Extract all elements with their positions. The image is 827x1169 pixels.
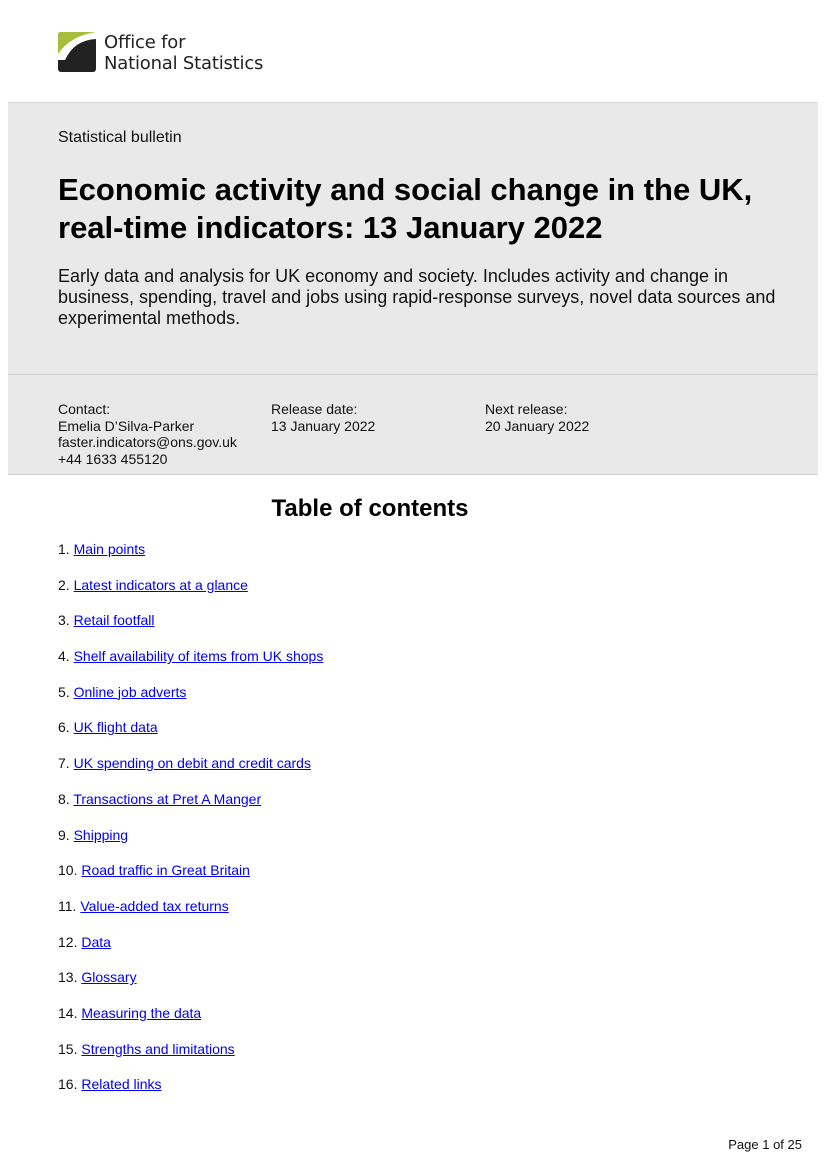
toc-item-number: 8. <box>58 790 70 807</box>
release-date-label: Release date: <box>271 401 358 417</box>
toc-link-vat-returns[interactable]: Value-added tax returns <box>80 897 229 914</box>
toc-item <box>58 1004 323 1040</box>
toc-item <box>58 754 323 790</box>
toc-item <box>58 540 323 576</box>
toc-item-number: 13. <box>58 969 78 986</box>
toc-link-shipping[interactable]: Shipping <box>73 826 129 843</box>
toc-item <box>58 790 323 826</box>
contact-label: Contact: <box>58 401 111 417</box>
toc-item <box>58 683 323 719</box>
toc-link-pret-transactions[interactable]: Transactions at Pret A Manger <box>73 790 262 807</box>
next-release-info <box>485 401 589 434</box>
toc-item-number: 4. <box>58 648 70 665</box>
toc-item <box>58 1075 323 1111</box>
toc-item-number: 16. <box>58 1076 78 1093</box>
toc-item-number: 6. <box>58 719 70 736</box>
toc-link-related-links[interactable]: Related links <box>81 1076 162 1093</box>
toc-item-number: 15. <box>58 1040 78 1057</box>
toc-link-retail-footfall[interactable]: Retail footfall <box>73 612 155 629</box>
bulletin-summary: Early data and analysis for UK economy and society. Includes activity and change in business, spending, travel and jobs using rapid-response surveys, novel data sources and experimental methods. <box>58 266 776 328</box>
toc-heading: Table of contents <box>271 495 469 522</box>
release-meta <box>8 374 818 475</box>
ons-logo[interactable] <box>58 32 263 74</box>
toc-link-road-traffic[interactable]: Road traffic in Great Britain <box>81 862 250 879</box>
bulletin-type: Statistical bulletin <box>58 129 182 146</box>
toc-item-number: 10. <box>58 862 78 879</box>
toc-item-number: 12. <box>58 933 78 950</box>
release-date-info <box>271 401 375 434</box>
toc-link-glossary[interactable]: Glossary <box>81 969 137 986</box>
toc-item <box>58 611 323 647</box>
toc-link-data[interactable]: Data <box>81 933 111 950</box>
toc-link-card-spending[interactable]: UK spending on debit and credit cards <box>73 755 311 772</box>
ons-logo-icon <box>58 32 96 72</box>
next-release-value: 20 January 2022 <box>485 417 590 434</box>
toc-item-number: 9. <box>58 826 70 843</box>
toc-link-measuring-data[interactable]: Measuring the data <box>81 1004 202 1021</box>
toc-item <box>58 861 323 897</box>
toc-item-number: 11. <box>58 897 77 914</box>
logo-line-1: Office for <box>104 32 186 53</box>
toc-item-number: 1. <box>58 541 70 557</box>
contact-email[interactable]: faster.indicators@ons.gov.uk <box>58 434 237 450</box>
ons-logo-text <box>104 32 263 74</box>
toc-link-strengths-limitations[interactable]: Strengths and limitations <box>81 1040 235 1057</box>
page-number: Page 1 of 25 <box>728 1137 802 1152</box>
toc-link-uk-flight-data[interactable]: UK flight data <box>73 719 158 736</box>
next-release-label: Next release: <box>485 401 568 417</box>
toc-item <box>58 968 323 1004</box>
toc-link-online-job-adverts[interactable]: Online job adverts <box>73 683 187 700</box>
toc-item <box>58 718 323 754</box>
contact-info <box>58 401 237 467</box>
toc-item-number: 5. <box>58 683 70 700</box>
table-of-contents <box>58 540 323 1111</box>
contact-name: Emelia D’Silva-Parker <box>58 417 195 434</box>
toc-item <box>58 933 323 969</box>
toc-item-number: 14. <box>58 1004 78 1021</box>
bulletin-header <box>8 102 818 375</box>
toc-link-shelf-availability[interactable]: Shelf availability of items from UK shops <box>73 648 324 665</box>
toc-item <box>58 897 323 933</box>
toc-item <box>58 826 323 862</box>
logo-line-2: National Statistics <box>104 53 264 74</box>
toc-item <box>58 647 323 683</box>
toc-item-number: 2. <box>58 576 70 593</box>
contact-phone: +44 1633 455120 <box>58 450 168 467</box>
toc-item-number: 3. <box>58 612 70 629</box>
page-title: Economic activity and social change in the UK, real-time indicators: 13 January 2022 <box>58 172 753 245</box>
toc-item <box>58 1040 323 1076</box>
toc-link-latest-indicators[interactable]: Latest indicators at a glance <box>73 576 248 593</box>
release-date-value: 13 January 2022 <box>271 417 376 434</box>
toc-item <box>58 576 323 612</box>
toc-link-main-points[interactable]: Main points <box>73 541 146 557</box>
toc-item-number: 7. <box>58 755 70 772</box>
